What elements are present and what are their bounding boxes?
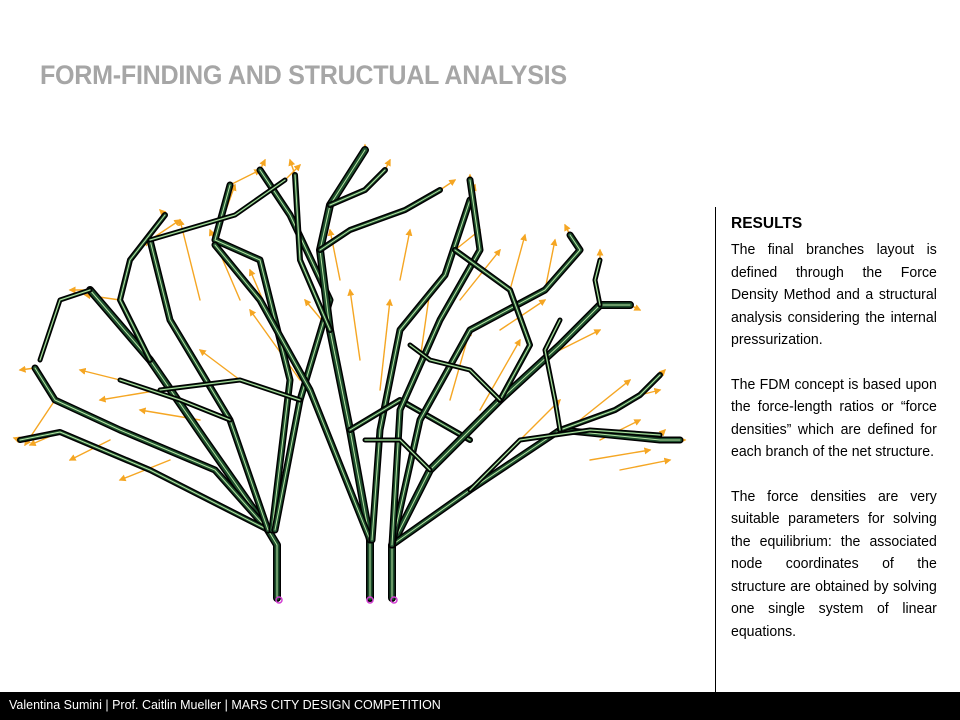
- results-panel: [731, 213, 937, 690]
- results-paragraph-1: The final branches layout is defined through the Force Density Method and a structural analysis considering the internal pressurization.: [731, 241, 937, 348]
- branch: [560, 375, 660, 430]
- results-paragraph-3: The force densities are very suitable parameters for solving the equilibrium: the associated node coordinates of the structure are obtained by solving one single system of linear equations.: [731, 487, 937, 640]
- vertical-divider: [715, 207, 716, 695]
- branch: [40, 290, 90, 360]
- force-arrow: [80, 370, 120, 380]
- force-arrow: [350, 290, 360, 360]
- branches: [20, 150, 680, 598]
- footer-credits: Valentina Sumini | Prof. Caitlin Mueller | MARS CITY DESIGN COMPETITION: [9, 698, 441, 712]
- results-paragraph-2: The FDM concept is based upon the force-length ratios or “force densities” which are defined for each branch of the net structure.: [731, 375, 937, 460]
- tree-structure-diagram: [0, 130, 705, 620]
- branch-stroke: [320, 150, 370, 598]
- tree-structure-figure: [0, 130, 705, 620]
- results-heading: RESULTS: [731, 215, 803, 232]
- force-arrow: [590, 450, 650, 460]
- force-arrow: [230, 170, 260, 185]
- force-arrow: [620, 460, 670, 470]
- branch: [160, 380, 300, 400]
- footer-bar: [0, 692, 960, 720]
- slide-title: FORM-FINDING AND STRUCTUAL ANALYSIS: [40, 60, 567, 90]
- force-arrow: [400, 230, 410, 280]
- supports: [276, 597, 397, 603]
- force-arrow: [510, 235, 525, 290]
- branch-stroke: [392, 430, 680, 545]
